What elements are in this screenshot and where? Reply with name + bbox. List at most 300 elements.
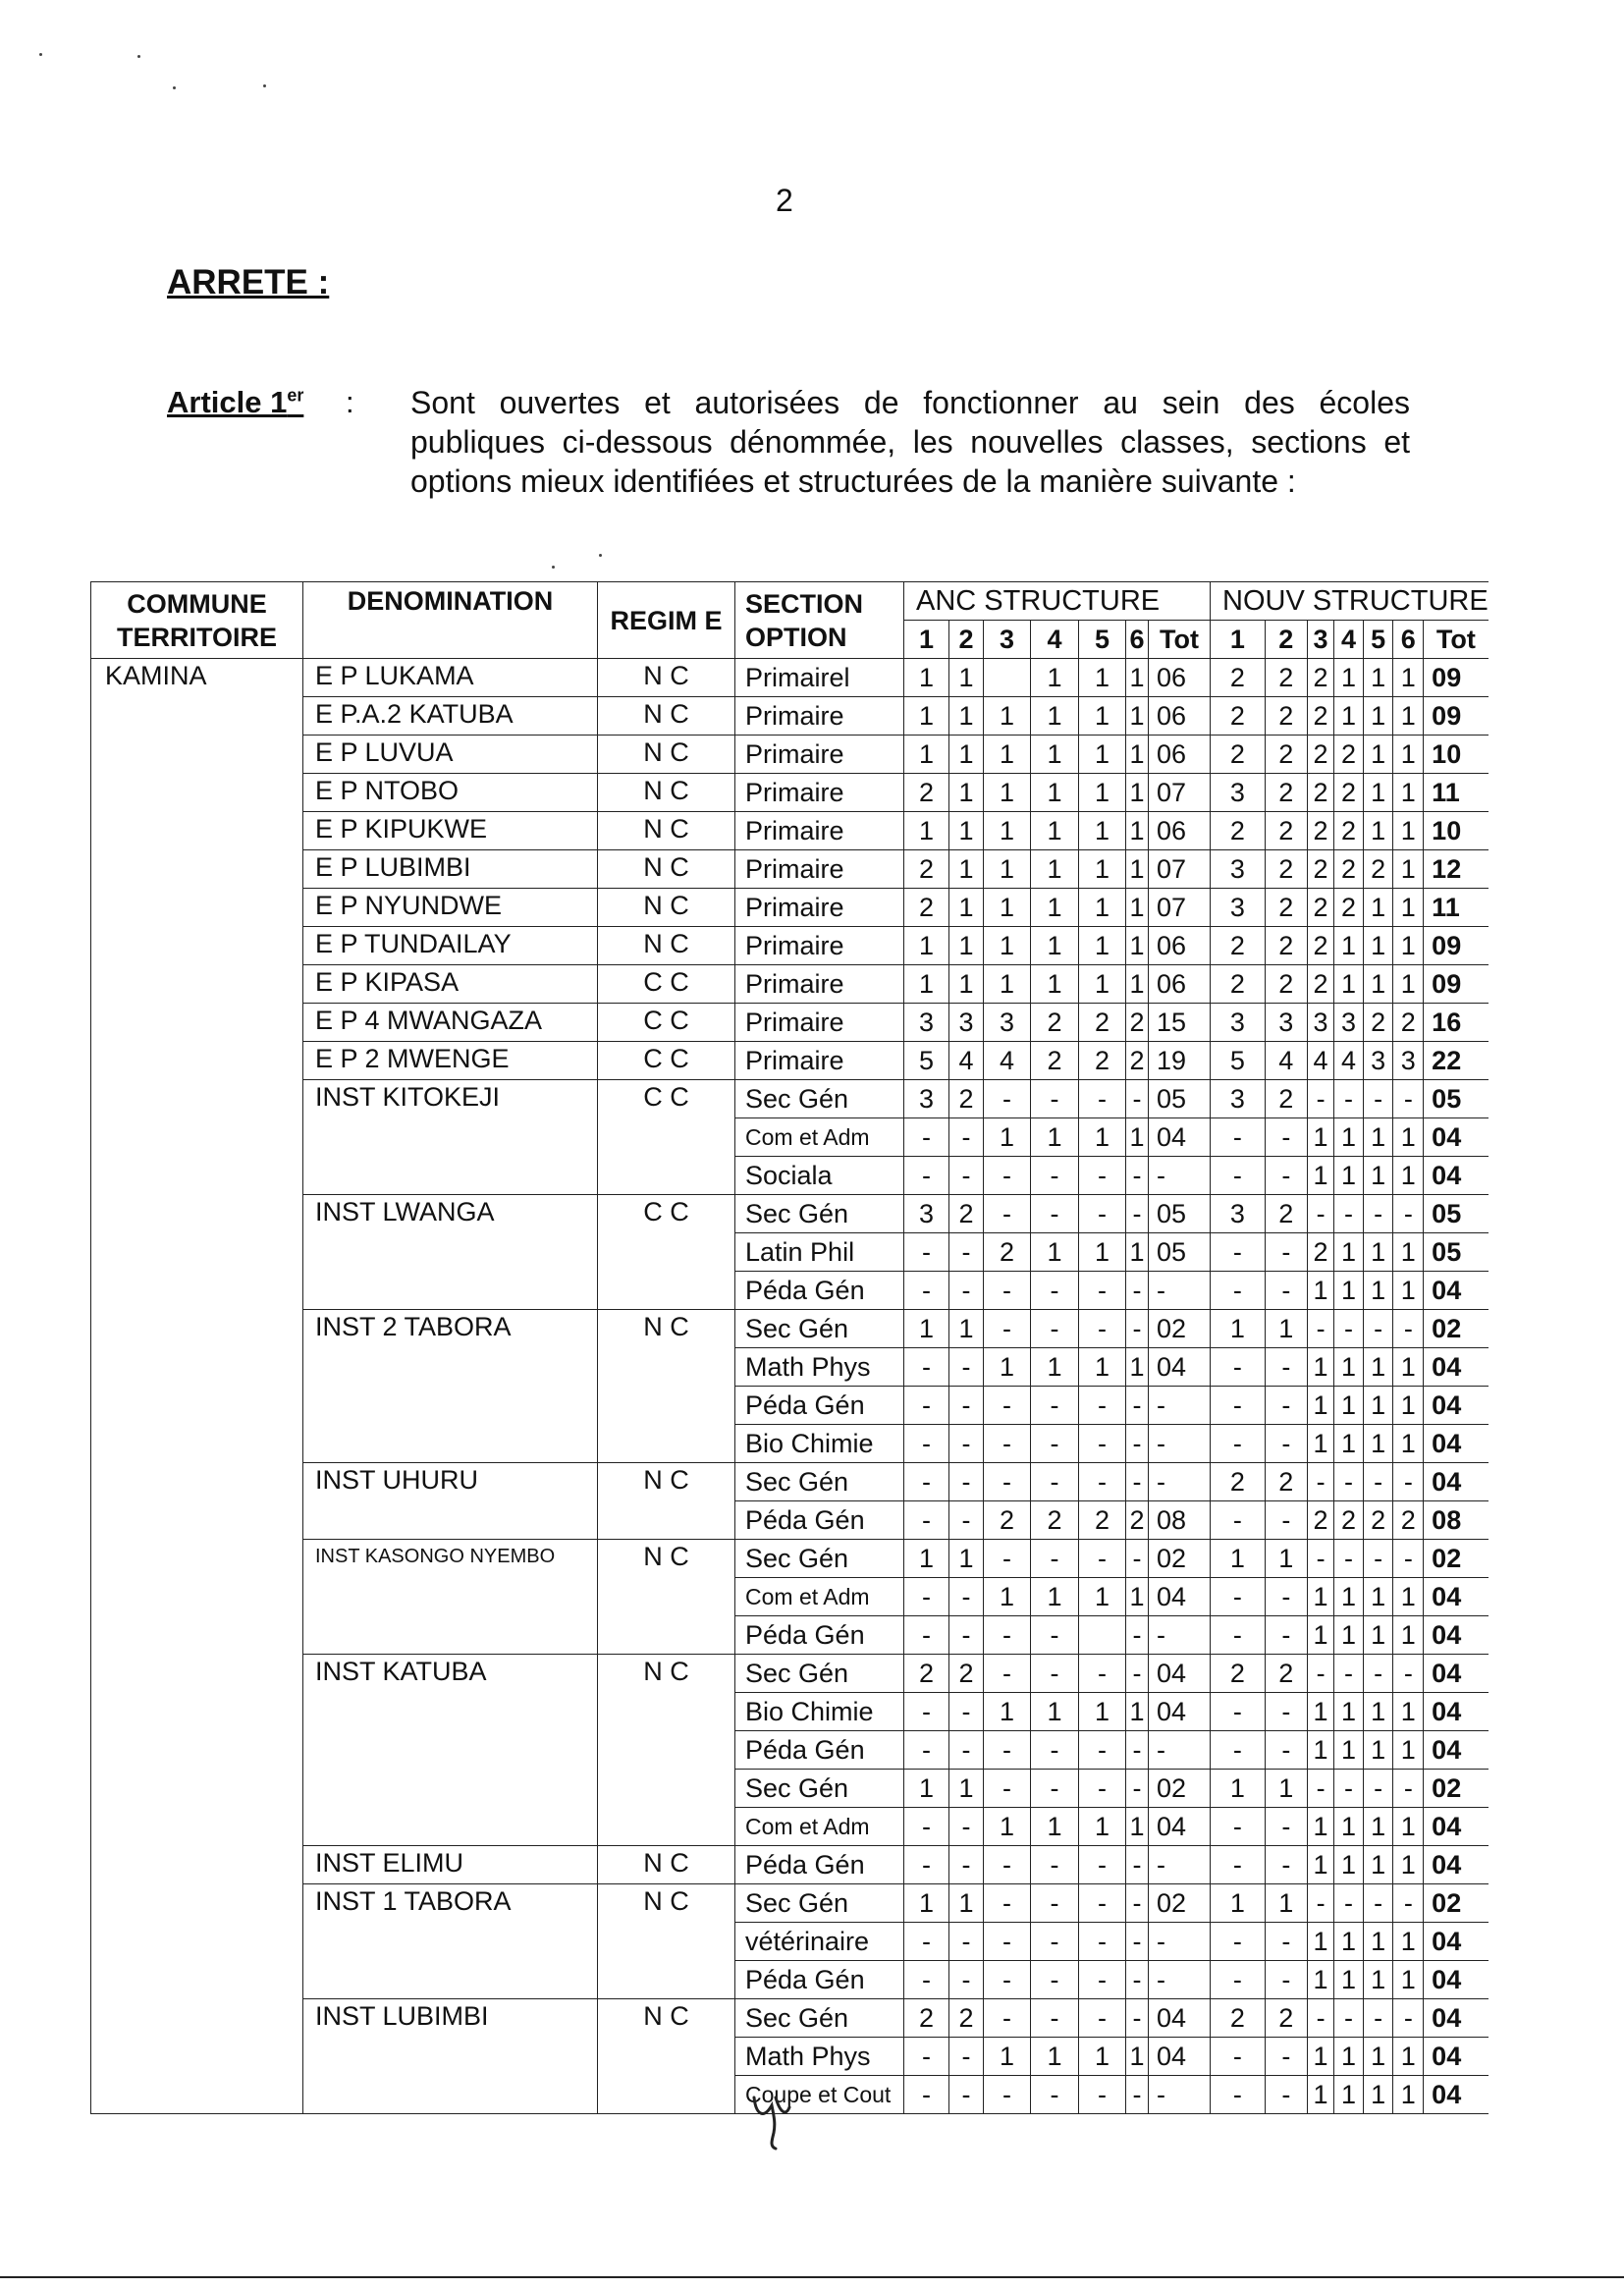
anc-value-cell: 2 [949, 1655, 984, 1693]
section-option-cell: Sec Gén [735, 1999, 904, 2038]
nouv-value-cell: 1 [1363, 1693, 1393, 1731]
section-option-cell: Péda Gén [735, 1731, 904, 1770]
anc-value-cell: 1 [949, 1770, 984, 1808]
nouv-value-cell: 11 [1424, 774, 1489, 812]
anc-value-cell: 1 [1079, 889, 1126, 927]
nouv-value-cell: 1 [1393, 1233, 1424, 1272]
nouv-value-cell: 2 [1307, 889, 1333, 927]
anc-value-cell: 1 [904, 659, 949, 697]
nouv-value-cell: 1 [1334, 1846, 1364, 1884]
nouv-value-cell: 10 [1424, 812, 1489, 850]
anc-value-cell: - [984, 1846, 1031, 1884]
anc-value-cell: - [984, 1731, 1031, 1770]
nouv-value-cell: - [1363, 1195, 1393, 1233]
school-name: INST KATUBA [303, 1655, 598, 1846]
anc-value-cell: - [984, 1387, 1031, 1425]
section-option-cell: Péda Gén [735, 1846, 904, 1884]
regime-cell: C C [598, 1080, 735, 1195]
school-name: INST 1 TABORA [303, 1884, 598, 1999]
nouv-value-cell: 1 [1363, 774, 1393, 812]
nouv-value-cell: 1 [1363, 889, 1393, 927]
nouv-value-cell: 1 [1393, 1272, 1424, 1310]
anc-value-cell: - [949, 2038, 984, 2076]
anc-value-cell: - [984, 1080, 1031, 1118]
anc-value-cell: - [1126, 1425, 1149, 1463]
nouv-value-cell: 1 [1363, 965, 1393, 1004]
nouv-value-cell: - [1363, 1310, 1393, 1348]
nouv-value-cell: 3 [1211, 889, 1266, 927]
nouv-value-cell: - [1265, 1157, 1307, 1195]
nouv-value-cell: 2 [1211, 659, 1266, 697]
anc-value-cell: 1 [984, 1693, 1031, 1731]
anc-value-cell: 02 [1149, 1884, 1211, 1923]
anc-value-cell: - [1031, 1540, 1079, 1578]
nouv-value-cell: 12 [1424, 850, 1489, 889]
anc-value-cell: - [1079, 1463, 1126, 1501]
anc-value-cell: - [1126, 1655, 1149, 1693]
nouv-value-cell: 2 [1265, 1999, 1307, 2038]
anc-value-cell: 1 [949, 1310, 984, 1348]
nouv-value-cell: - [1211, 1501, 1266, 1540]
anc-value-cell: - [1031, 2076, 1079, 2114]
anc-value-cell: - [1126, 1846, 1149, 1884]
anc-col-header: 6 [1126, 621, 1149, 659]
nouv-value-cell: 1 [1307, 1961, 1333, 1999]
anc-value-cell: 1 [949, 927, 984, 965]
anc-value-cell: - [949, 1616, 984, 1655]
section-option-cell: Primaire [735, 1042, 904, 1080]
nouv-value-cell: 1 [1334, 2038, 1364, 2076]
nouv-value-cell: 04 [1424, 1157, 1489, 1195]
anc-value-cell: 1 [1079, 850, 1126, 889]
nouv-value-cell: 1 [1363, 1272, 1393, 1310]
nouv-value-cell: - [1211, 1118, 1266, 1157]
section-option-cell: Sec Gén [735, 1540, 904, 1578]
nouv-value-cell: 1 [1393, 1348, 1424, 1387]
anc-value-cell: 1 [1031, 927, 1079, 965]
nouv-value-cell: - [1211, 1272, 1266, 1310]
nouv-value-cell: 4 [1265, 1042, 1307, 1080]
nouv-value-cell: 04 [1424, 1272, 1489, 1310]
nouv-value-cell: 1 [1334, 697, 1364, 736]
anc-value-cell: 2 [1079, 1004, 1126, 1042]
anc-value-cell: - [984, 1770, 1031, 1808]
section-option-cell: Primaire [735, 697, 904, 736]
nouv-value-cell: 2 [1307, 736, 1333, 774]
anc-value-cell: - [904, 1348, 949, 1387]
anc-value-cell: 1 [904, 1540, 949, 1578]
nouv-value-cell: 2 [1393, 1004, 1424, 1042]
article-label [167, 385, 303, 420]
nouv-value-cell: 1 [1393, 2076, 1424, 2114]
anc-value-cell: 04 [1149, 1808, 1211, 1846]
anc-value-cell: 4 [984, 1042, 1031, 1080]
nouv-value-cell: 3 [1211, 1080, 1266, 1118]
anc-col-header: 3 [984, 621, 1031, 659]
nouv-value-cell: - [1334, 1884, 1364, 1923]
nouv-value-cell: 1 [1211, 1884, 1266, 1923]
anc-value-cell: 2 [1031, 1042, 1079, 1080]
anc-value-cell: 1 [904, 1884, 949, 1923]
anc-value-cell: - [1031, 1961, 1079, 1999]
nouv-value-cell: 2 [1393, 1501, 1424, 1540]
regime-cell: N C [598, 889, 735, 927]
anc-value-cell: - [1079, 1195, 1126, 1233]
anc-value-cell: 06 [1149, 736, 1211, 774]
nouv-value-cell: 10 [1424, 736, 1489, 774]
nouv-value-cell: 05 [1424, 1195, 1489, 1233]
anc-value-cell: 1 [1031, 659, 1079, 697]
anc-value-cell: 1 [1126, 1693, 1149, 1731]
nouv-value-cell: 1 [1334, 1731, 1364, 1770]
anc-value-cell: 02 [1149, 1770, 1211, 1808]
nouv-value-cell: 1 [1265, 1884, 1307, 1923]
anc-value-cell: - [949, 1846, 984, 1884]
nouv-value-cell: 1 [1334, 1808, 1364, 1846]
nouv-value-cell: 22 [1424, 1042, 1489, 1080]
section-option-cell: Math Phys [735, 2038, 904, 2076]
header-anc-structure [904, 582, 1211, 621]
school-name: INST KITOKEJI [303, 1080, 598, 1195]
anc-value-cell: 2 [904, 1999, 949, 2038]
page-number: 2 [776, 183, 793, 218]
nouv-value-cell: - [1393, 1195, 1424, 1233]
section-option-cell: Primaire [735, 889, 904, 927]
anc-value-cell: - [1079, 1425, 1126, 1463]
article-label-sup: er [287, 385, 304, 406]
anc-value-cell: 1 [1031, 965, 1079, 1004]
section-option-cell: Com et Adm [735, 1118, 904, 1157]
regime-cell: C C [598, 1195, 735, 1310]
anc-value-cell: - [904, 1463, 949, 1501]
anc-value-cell: - [1031, 1425, 1079, 1463]
anc-value-cell: - [1126, 1463, 1149, 1501]
anc-value-cell: - [1079, 1999, 1126, 2038]
anc-value-cell: 1 [904, 1310, 949, 1348]
anc-value-cell: 1 [1126, 1578, 1149, 1616]
school-name: INST UHURU [303, 1463, 598, 1540]
anc-value-cell [1079, 1616, 1126, 1655]
nouv-value-cell: 2 [1265, 1655, 1307, 1693]
nouv-value-cell: - [1211, 1961, 1266, 1999]
nouv-value-cell: 04 [1424, 1808, 1489, 1846]
anc-value-cell: - [1149, 1425, 1211, 1463]
nouv-value-cell: 2 [1363, 850, 1393, 889]
section-option-cell: Primaire [735, 1004, 904, 1042]
regime-cell: N C [598, 1846, 735, 1884]
anc-value-cell: 1 [1126, 889, 1149, 927]
nouv-value-cell: - [1265, 1425, 1307, 1463]
nouv-value-cell: 16 [1424, 1004, 1489, 1042]
section-option-cell: Primairel [735, 659, 904, 697]
nouv-value-cell: - [1211, 2038, 1266, 2076]
anc-value-cell: 1 [949, 1540, 984, 1578]
anc-value-cell: - [949, 1157, 984, 1195]
school-name: INST LUBIMBI [303, 1999, 598, 2114]
nouv-value-cell: 2 [1211, 697, 1266, 736]
nouv-value-cell: 2 [1265, 965, 1307, 1004]
nouv-value-cell: 1 [1307, 2076, 1333, 2114]
nouv-value-cell: 04 [1424, 1961, 1489, 1999]
nouv-value-cell: 1 [1393, 2038, 1424, 2076]
header-regime-text: REGIM E [610, 605, 723, 635]
section-option-cell: Primaire [735, 812, 904, 850]
nouv-value-cell: 1 [1363, 697, 1393, 736]
anc-value-cell: 1 [984, 736, 1031, 774]
anc-value-cell: 5 [904, 1042, 949, 1080]
nouv-value-cell: - [1211, 1923, 1266, 1961]
nouv-value-cell: - [1363, 1884, 1393, 1923]
anc-value-cell: 02 [1149, 1310, 1211, 1348]
anc-value-cell: - [1079, 1961, 1126, 1999]
nouv-value-cell: - [1363, 1999, 1393, 2038]
anc-value-cell: 1 [949, 1884, 984, 1923]
nouv-value-cell: 1 [1393, 697, 1424, 736]
anc-value-cell: - [949, 1233, 984, 1272]
anc-value-cell: - [1031, 1923, 1079, 1961]
nouv-value-cell: - [1393, 1770, 1424, 1808]
nouv-value-cell: 2 [1211, 812, 1266, 850]
anc-value-cell: 1 [904, 697, 949, 736]
nouv-value-cell: 1 [1393, 1157, 1424, 1195]
nouv-value-cell: 05 [1424, 1080, 1489, 1118]
nouv-value-cell: 09 [1424, 927, 1489, 965]
header-commune-text: COMMUNE TERRITOIRE [116, 588, 277, 652]
nouv-value-cell: 1 [1211, 1310, 1266, 1348]
anc-value-cell: - [1149, 1272, 1211, 1310]
anc-value-cell: - [1126, 1540, 1149, 1578]
anc-value-cell: - [949, 2076, 984, 2114]
anc-value-cell: 07 [1149, 850, 1211, 889]
section-option-cell: Primaire [735, 736, 904, 774]
nouv-value-cell: 2 [1265, 1080, 1307, 1118]
nouv-value-cell: 1 [1393, 1616, 1424, 1655]
nouv-value-cell: 1 [1363, 1348, 1393, 1387]
nouv-value-cell: 1 [1363, 1961, 1393, 1999]
anc-value-cell: 4 [949, 1042, 984, 1080]
section-option-cell: Péda Gén [735, 1961, 904, 1999]
nouv-value-cell: 1 [1307, 1731, 1333, 1770]
anc-col-header: 1 [904, 621, 949, 659]
nouv-value-cell: 1 [1307, 1348, 1333, 1387]
nouv-value-cell: 04 [1424, 1846, 1489, 1884]
anc-value-cell: 1 [1031, 812, 1079, 850]
anc-value-cell: - [1031, 1080, 1079, 1118]
anc-value-cell: - [1149, 1463, 1211, 1501]
anc-value-cell: 1 [1126, 736, 1149, 774]
anc-value-cell: - [984, 1425, 1031, 1463]
anc-value-cell: - [984, 1999, 1031, 2038]
anc-value-cell: - [1031, 1999, 1079, 2038]
anc-value-cell: - [984, 1540, 1031, 1578]
anc-value-cell: 1 [1079, 774, 1126, 812]
anc-value-cell: - [1031, 1846, 1079, 1884]
section-option-cell: Péda Gén [735, 1387, 904, 1425]
anc-value-cell: 1 [904, 965, 949, 1004]
nouv-value-cell: 1 [1393, 812, 1424, 850]
nouv-value-cell: - [1265, 1731, 1307, 1770]
anc-value-cell: 1 [1031, 1348, 1079, 1387]
anc-value-cell: 1 [984, 812, 1031, 850]
anc-value-cell: 1 [1079, 1118, 1126, 1157]
nouv-value-cell: - [1307, 1770, 1333, 1808]
section-option-cell: Sec Gén [735, 1463, 904, 1501]
nouv-value-cell: 1 [1363, 736, 1393, 774]
school-name: INST ELIMU [303, 1846, 598, 1884]
anc-value-cell: - [984, 1961, 1031, 1999]
header-nouv-text: NOUV STRUCTURE [1222, 585, 1489, 617]
nouv-value-cell: 2 [1265, 927, 1307, 965]
nouv-col-header: 2 [1265, 621, 1307, 659]
anc-value-cell: - [984, 1157, 1031, 1195]
nouv-value-cell: 1 [1265, 1310, 1307, 1348]
anc-value-cell: - [1079, 1923, 1126, 1961]
nouv-col-header: 6 [1393, 621, 1424, 659]
nouv-value-cell: - [1393, 1884, 1424, 1923]
nouv-value-cell: - [1211, 1425, 1266, 1463]
nouv-value-cell: - [1211, 1693, 1266, 1731]
nouv-value-cell: - [1211, 1731, 1266, 1770]
nouv-value-cell: 2 [1307, 812, 1333, 850]
section-option-cell: Sociala [735, 1157, 904, 1195]
nouv-value-cell: 1 [1211, 1770, 1266, 1808]
anc-value-cell: - [904, 1118, 949, 1157]
anc-value-cell: 1 [904, 736, 949, 774]
anc-value-cell: - [1079, 1310, 1126, 1348]
section-option-cell: Sec Gén [735, 1655, 904, 1693]
anc-value-cell: - [1126, 2076, 1149, 2114]
anc-value-cell: 1 [1031, 1808, 1079, 1846]
anc-value-cell: 1 [1031, 850, 1079, 889]
regime-cell: N C [598, 927, 735, 965]
anc-value-cell: 1 [1126, 1233, 1149, 1272]
regime-cell: N C [598, 774, 735, 812]
anc-value-cell: 3 [949, 1004, 984, 1042]
anc-value-cell: 1 [904, 927, 949, 965]
school-name: E P KIPUKWE [303, 812, 598, 850]
anc-value-cell: - [1149, 1616, 1211, 1655]
nouv-value-cell: 04 [1424, 1578, 1489, 1616]
nouv-value-cell: 2 [1265, 812, 1307, 850]
nouv-value-cell: 1 [1363, 1233, 1393, 1272]
anc-value-cell: - [949, 1693, 984, 1731]
section-option-cell: Sec Gén [735, 1080, 904, 1118]
nouv-value-cell: 05 [1424, 1233, 1489, 1272]
nouv-value-cell: 2 [1211, 1999, 1266, 2038]
nouv-value-cell: - [1307, 1310, 1333, 1348]
anc-value-cell: 1 [1079, 1578, 1126, 1616]
nouv-value-cell: 04 [1424, 2076, 1489, 2114]
anc-value-cell: 2 [949, 1195, 984, 1233]
section-option-cell: Péda Gén [735, 1501, 904, 1540]
section-option-cell: Com et Adm [735, 1808, 904, 1846]
nouv-value-cell: - [1307, 1655, 1333, 1693]
scan-speck [599, 554, 602, 557]
nouv-value-cell: - [1211, 1387, 1266, 1425]
anc-value-cell: - [949, 1731, 984, 1770]
nouv-value-cell: - [1265, 1616, 1307, 1655]
anc-value-cell: 04 [1149, 1693, 1211, 1731]
nouv-value-cell: 1 [1334, 965, 1364, 1004]
anc-value-cell: 04 [1149, 1348, 1211, 1387]
nouv-value-cell: 1 [1334, 1961, 1364, 1999]
anc-value-cell: - [1149, 1731, 1211, 1770]
nouv-value-cell: - [1334, 1655, 1364, 1693]
nouv-value-cell: 1 [1363, 1616, 1393, 1655]
anc-value-cell: 2 [904, 850, 949, 889]
anc-value-cell: 1 [1031, 1578, 1079, 1616]
anc-value-cell: - [1079, 1387, 1126, 1425]
nouv-value-cell: 1 [1334, 927, 1364, 965]
nouv-value-cell: - [1211, 1578, 1266, 1616]
anc-value-cell: 1 [949, 697, 984, 736]
scan-speck [173, 86, 176, 89]
nouv-value-cell: - [1265, 1348, 1307, 1387]
anc-value-cell: 06 [1149, 965, 1211, 1004]
anc-value-cell: - [1079, 1272, 1126, 1310]
anc-value-cell: - [1031, 1272, 1079, 1310]
nouv-value-cell: 1 [1363, 2038, 1393, 2076]
anc-value-cell: - [1126, 1195, 1149, 1233]
scan-speck [39, 53, 42, 56]
nouv-value-cell: 1 [1363, 1846, 1393, 1884]
anc-value-cell: 08 [1149, 1501, 1211, 1540]
school-name: E P TUNDAILAY [303, 927, 598, 965]
nouv-value-cell: 4 [1334, 1042, 1364, 1080]
nouv-value-cell: - [1211, 1157, 1266, 1195]
nouv-value-cell: 2 [1307, 774, 1333, 812]
nouv-value-cell: 2 [1211, 965, 1266, 1004]
anc-col-header: 4 [1031, 621, 1079, 659]
anc-value-cell: 1 [949, 965, 984, 1004]
anc-value-cell: 05 [1149, 1233, 1211, 1272]
anc-value-cell: - [1031, 1463, 1079, 1501]
nouv-value-cell: 04 [1424, 1463, 1489, 1501]
nouv-value-cell: - [1363, 1770, 1393, 1808]
school-name: INST KASONGO NYEMBO [303, 1540, 598, 1655]
school-name: E P NYUNDWE [303, 889, 598, 927]
anc-value-cell: - [949, 1272, 984, 1310]
anc-value-cell: 1 [984, 927, 1031, 965]
nouv-value-cell: - [1334, 1310, 1364, 1348]
nouv-value-cell: 2 [1307, 1501, 1333, 1540]
anc-value-cell: - [904, 1157, 949, 1195]
anc-value-cell: 1 [1031, 1118, 1079, 1157]
nouv-value-cell: - [1334, 1540, 1364, 1578]
anc-value-cell: - [949, 1808, 984, 1846]
section-option-cell: vétérinaire [735, 1923, 904, 1961]
anc-value-cell: 1 [1126, 659, 1149, 697]
nouv-value-cell: - [1265, 1693, 1307, 1731]
nouv-value-cell: 1 [1363, 1578, 1393, 1616]
nouv-value-cell: 1 [1211, 1540, 1266, 1578]
nouv-value-cell: 1 [1363, 1157, 1393, 1195]
regime-cell: N C [598, 736, 735, 774]
anc-value-cell: - [1126, 1884, 1149, 1923]
section-option-cell: Sec Gén [735, 1195, 904, 1233]
anc-value-cell: 1 [1031, 697, 1079, 736]
anc-value-cell: - [984, 1310, 1031, 1348]
anc-col-header: Tot [1149, 621, 1211, 659]
nouv-value-cell: 2 [1307, 697, 1333, 736]
nouv-value-cell: 02 [1424, 1310, 1489, 1348]
nouv-value-cell: - [1363, 1080, 1393, 1118]
nouv-value-cell: 04 [1424, 1425, 1489, 1463]
anc-value-cell: 3 [904, 1080, 949, 1118]
nouv-value-cell: 1 [1334, 1348, 1364, 1387]
anc-value-cell: 19 [1149, 1042, 1211, 1080]
nouv-value-cell: - [1211, 1808, 1266, 1846]
